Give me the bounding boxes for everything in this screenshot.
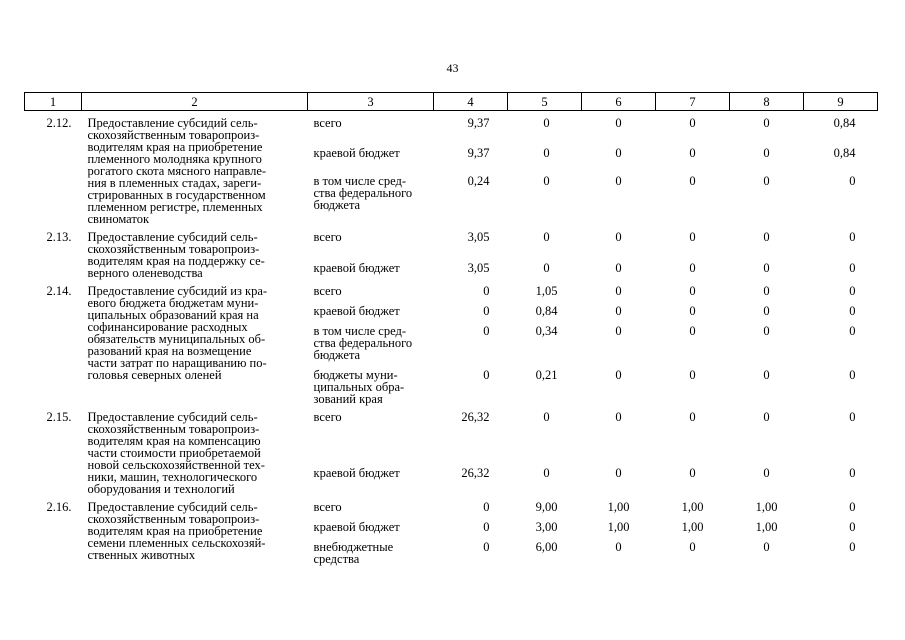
description-line: водителям края на поддержку се- [87, 254, 265, 268]
table-row [25, 405, 878, 467]
item-description [82, 225, 308, 279]
value-col-6: 0 [615, 368, 622, 382]
funding-source-line: краевой бюджет [313, 304, 400, 318]
value-col-7: 0 [689, 368, 696, 382]
value-col-5: 3,00 [535, 520, 558, 534]
page-number: 43 [446, 61, 459, 75]
item-description [82, 279, 308, 405]
value-col-8: 1,00 [755, 500, 778, 514]
funding-source [308, 147, 434, 175]
value-col-6: 0 [615, 146, 622, 161]
value-col-8: 0 [763, 368, 770, 382]
value-col-4: 0 [483, 368, 490, 382]
description-line: Предоставление субсидий из кра- [87, 284, 268, 298]
description-line: водителям края на приобретение [87, 140, 263, 154]
value-col-8: 1,00 [755, 520, 778, 534]
value-col-5: 1,05 [535, 284, 558, 298]
value-col-5: 0,84 [535, 304, 558, 318]
funding-source-line: всего [313, 500, 342, 514]
value-col-7: 1,00 [681, 520, 704, 534]
funding-source [308, 325, 434, 369]
value-col-6: 0 [615, 260, 622, 275]
table-row [25, 111, 878, 148]
value-col-8: 0 [763, 324, 770, 338]
description-line: скохозяйственным товаропроиз- [87, 422, 260, 436]
value-col-7: 0 [689, 146, 696, 161]
value-col-5: 0 [543, 146, 550, 161]
description-line: рогатого скота мясного направле- [87, 164, 267, 178]
value-col-4: 0,24 [467, 174, 490, 189]
column-header-6: 6 [582, 93, 656, 111]
value-col-9: 0 [849, 368, 856, 382]
value-col-5: 6,00 [535, 540, 558, 554]
value-col-5: 0 [543, 174, 550, 189]
description-line: Предоставление субсидий сель- [87, 230, 258, 244]
funding-source [308, 262, 434, 279]
value-col-6: 0 [615, 174, 622, 189]
value-col-6: 0 [615, 410, 622, 424]
description-line: стрированных в государственном [87, 188, 266, 202]
description-line: разований края на возмещение [87, 344, 252, 358]
description-line: ники, машин, технологического [87, 470, 258, 484]
funding-source [308, 111, 434, 148]
description-line: ственных животных [87, 548, 196, 562]
funding-source [308, 279, 434, 305]
value-col-8: 0 [763, 284, 770, 298]
funding-source [308, 541, 434, 565]
table-row [25, 495, 878, 521]
table-row [25, 225, 878, 262]
value-col-4: 26,32 [461, 465, 490, 480]
row-spacer [314, 243, 434, 251]
value-col-5: 0,34 [535, 324, 558, 338]
table-row [25, 279, 878, 305]
item-number: 2.15. [46, 410, 72, 424]
value-col-8: 0 [763, 540, 770, 554]
value-col-5: 0 [543, 465, 550, 480]
funding-source-line: всего [313, 230, 342, 244]
description-line: Предоставление субсидий сель- [87, 500, 258, 514]
description-line: ния в племенных стадах, зареги- [87, 176, 262, 190]
funding-source [308, 305, 434, 325]
value-col-4: 9,37 [467, 146, 490, 161]
item-number: 2.13. [46, 230, 72, 244]
item-description [82, 405, 308, 495]
value-col-7: 0 [689, 260, 696, 275]
description-line: Предоставление субсидий сель- [87, 410, 258, 424]
value-col-6: 0 [615, 284, 622, 298]
value-col-7: 0 [689, 284, 696, 298]
value-col-4: 0 [483, 500, 490, 514]
value-col-6: 0 [615, 465, 622, 480]
item-number: 2.14. [46, 284, 72, 298]
column-header-8: 8 [730, 93, 804, 111]
value-col-8: 0 [763, 146, 770, 161]
value-col-4: 9,37 [467, 116, 490, 130]
funding-source-line: бюджета [313, 198, 361, 213]
funding-source [308, 467, 434, 495]
funding-source-line: бюджета [313, 348, 361, 362]
description-line: ципальных образований края на [87, 308, 259, 322]
value-col-6: 0 [615, 116, 622, 130]
description-line: верного оленеводства [87, 266, 203, 280]
value-col-6: 0 [615, 230, 622, 244]
funding-source-line: ства федерального [313, 186, 413, 201]
description-line: части стоимости приобретаемой [87, 446, 261, 460]
row-spacer [314, 159, 434, 167]
funding-source-line: ципальных обра- [313, 380, 405, 394]
item-number: 2.16. [46, 500, 72, 514]
funding-source [308, 495, 434, 521]
value-col-6: 0 [615, 304, 622, 318]
funding-source [308, 225, 434, 262]
description-line: новой сельскохозяйственной тех- [87, 458, 265, 472]
funding-source-line: внебюджетные [313, 540, 394, 554]
description-line: оборудования и технологий [87, 482, 235, 496]
value-col-9: 0 [849, 284, 856, 298]
description-line: водителям края на компенсацию [87, 434, 261, 448]
funding-source-line: всего [313, 410, 342, 424]
value-col-9: 0 [849, 540, 856, 554]
value-col-6: 0 [615, 540, 622, 554]
funding-source [308, 175, 434, 225]
value-col-7: 1,00 [681, 500, 704, 514]
description-line: софинансирование расходных [87, 320, 248, 334]
funding-source-line: средства [313, 552, 360, 566]
value-col-4: 3,05 [467, 230, 490, 244]
value-col-7: 0 [689, 174, 696, 189]
funding-source-line: всего [313, 284, 342, 298]
description-line: головья северных оленей [87, 368, 222, 382]
funding-source-line: ства федерального [313, 336, 413, 350]
description-line: части затрат по наращиванию по- [87, 356, 267, 370]
value-col-9: 0 [849, 230, 856, 244]
value-col-9: 0,84 [833, 146, 856, 161]
value-col-5: 0 [543, 116, 550, 130]
description-line: свиноматок [87, 212, 150, 226]
funding-source-line: бюджеты муни- [313, 368, 398, 382]
value-col-8: 0 [763, 410, 770, 424]
value-col-7: 0 [689, 324, 696, 338]
value-col-9: 0 [849, 260, 856, 275]
column-header-4: 4 [434, 93, 508, 111]
value-col-7: 0 [689, 465, 696, 480]
value-col-8: 0 [763, 304, 770, 318]
value-col-5: 0 [543, 410, 550, 424]
value-col-9: 0 [849, 324, 856, 338]
column-header-2: 2 [82, 93, 308, 111]
funding-source-line: зований края [313, 392, 383, 406]
value-col-4: 0 [483, 304, 490, 318]
value-col-9: 0 [849, 174, 856, 189]
value-col-4: 0 [483, 284, 490, 298]
value-col-6: 1,00 [607, 500, 630, 514]
description-line: обязательств муниципальных об- [87, 332, 266, 346]
funding-source-line: краевой бюджет [313, 520, 400, 534]
funding-source-line: краевой бюджет [313, 465, 400, 480]
description-line: племенном регистре, племенных [87, 200, 263, 214]
item-number: 2.12. [46, 116, 72, 130]
description-line: скохозяйственным товаропроиз- [87, 128, 260, 142]
funding-source-line: краевой бюджет [313, 146, 400, 161]
value-col-5: 0 [543, 230, 550, 244]
description-line: скохозяйственным товаропроиз- [87, 242, 260, 256]
funding-source [308, 521, 434, 541]
column-header-5: 5 [508, 93, 582, 111]
value-col-8: 0 [763, 174, 770, 189]
description-line: семени племенных сельскохозяй- [87, 536, 266, 550]
row-spacer [314, 423, 434, 431]
value-col-4: 26,32 [461, 410, 490, 424]
value-col-8: 0 [763, 116, 770, 130]
funding-source [308, 369, 434, 405]
budget-table [24, 92, 878, 565]
column-header-3: 3 [308, 93, 434, 111]
funding-source-line: всего [313, 116, 342, 130]
value-col-6: 1,00 [607, 520, 630, 534]
value-col-9: 0,84 [833, 116, 856, 130]
value-col-7: 0 [689, 540, 696, 554]
funding-source-line: в том числе сред- [313, 324, 407, 338]
value-col-9: 0 [849, 410, 856, 424]
value-col-7: 0 [689, 410, 696, 424]
item-description [82, 495, 308, 565]
funding-source-line: в том числе сред- [313, 174, 407, 189]
row-spacer [314, 129, 434, 137]
value-col-8: 0 [763, 230, 770, 244]
value-col-7: 0 [689, 116, 696, 130]
value-col-9: 0 [849, 465, 856, 480]
value-col-9: 0 [849, 304, 856, 318]
value-col-4: 3,05 [467, 260, 490, 275]
item-description [82, 111, 308, 226]
value-col-6: 0 [615, 324, 622, 338]
value-col-5: 9,00 [535, 500, 558, 514]
description-line: Предоставление субсидий сель- [87, 116, 258, 130]
value-col-4: 0 [483, 540, 490, 554]
value-col-5: 0 [543, 260, 550, 275]
value-col-8: 0 [763, 260, 770, 275]
table-body [25, 111, 878, 566]
value-col-4: 0 [483, 324, 490, 338]
value-col-4: 0 [483, 520, 490, 534]
table-header-row [25, 93, 878, 111]
value-col-7: 0 [689, 230, 696, 244]
column-header-9: 9 [804, 93, 878, 111]
column-header-1: 1 [25, 93, 82, 111]
value-col-5: 0,21 [535, 368, 558, 382]
column-header-7: 7 [656, 93, 730, 111]
description-line: евого бюджета бюджетам муни- [87, 296, 259, 310]
value-col-8: 0 [763, 465, 770, 480]
value-col-9: 0 [849, 500, 856, 514]
funding-source-line: краевой бюджет [313, 260, 400, 275]
description-line: племенного молодняка крупного [87, 152, 262, 166]
description-line: водителям края на приобретение [87, 524, 263, 538]
description-line: скохозяйственным товаропроиз- [87, 512, 260, 526]
value-col-9: 0 [849, 520, 856, 534]
value-col-7: 0 [689, 304, 696, 318]
funding-source [308, 405, 434, 467]
